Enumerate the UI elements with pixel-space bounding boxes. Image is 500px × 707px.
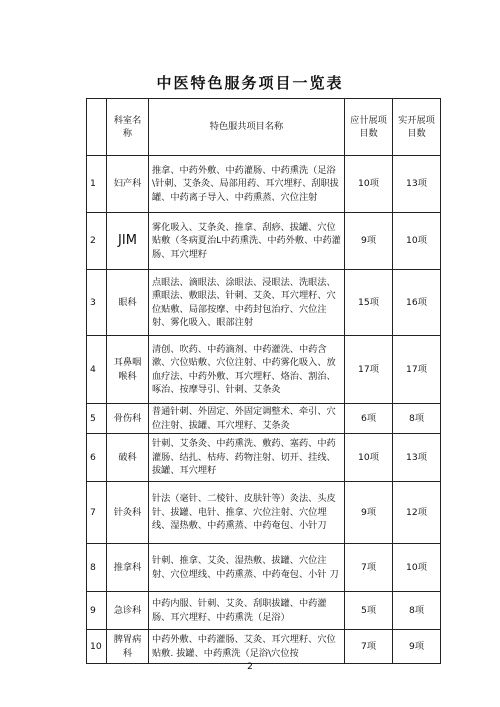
row-dept: 推拿科 bbox=[107, 544, 149, 592]
row-dept: 骨伤科 bbox=[107, 404, 149, 434]
row-planned: 9项 bbox=[345, 213, 393, 270]
header-planned: 应卄展项目数 bbox=[345, 99, 393, 156]
table-row bbox=[87, 213, 441, 270]
row-actual: 12项 bbox=[393, 482, 441, 544]
row-number: 5 bbox=[87, 404, 107, 434]
row-planned: 7项 bbox=[345, 630, 393, 664]
row-items: 雾化吸入、艾条灸、推拿、刮痧、拔罐、穴位贴敷（冬病夏治L中药熏洗、中药外敷、中药灌肠、耳穴埋籽 bbox=[149, 213, 345, 270]
row-actual: 8项 bbox=[393, 592, 441, 630]
table-row bbox=[87, 156, 441, 213]
row-planned: 15项 bbox=[345, 270, 393, 336]
header-number bbox=[87, 99, 107, 156]
header-dept: 科室名称 bbox=[107, 99, 149, 156]
row-items: 清创、吹药、中药滴剂、中药灌洗、中药含漱、穴位贴敷、穴位注射、中药雾化吸入、放血疗法、中药外敷、耳穴埋籽、烙治、割治、啄治、按摩导引、针刺、艾条灸 bbox=[149, 336, 345, 404]
row-actual: 10项 bbox=[393, 213, 441, 270]
table-row bbox=[87, 482, 441, 544]
row-dept: 妇产科 bbox=[107, 156, 149, 213]
table-row bbox=[87, 434, 441, 482]
row-actual: 9项 bbox=[393, 630, 441, 664]
row-dept: 急诊科 bbox=[107, 592, 149, 630]
row-number: 10 bbox=[87, 630, 107, 664]
row-planned: 7项 bbox=[345, 544, 393, 592]
table-header-row bbox=[87, 99, 441, 156]
row-planned: 17项 bbox=[345, 336, 393, 404]
row-number: 6 bbox=[87, 434, 107, 482]
row-number: 9 bbox=[87, 592, 107, 630]
table-row bbox=[87, 404, 441, 434]
row-items: 推拿、中药外敷、中药灌肠、中药熏洗（足浴\针刺、艾条灸、局部用药、耳穴埋籽、刮职拔罐、中药离子导入、中药熏蒸、穴位注射 bbox=[149, 156, 345, 213]
row-actual: 13项 bbox=[393, 434, 441, 482]
header-items: 特色服共项目名称 bbox=[149, 99, 345, 156]
table-row bbox=[87, 336, 441, 404]
table-row bbox=[87, 270, 441, 336]
row-number: 8 bbox=[87, 544, 107, 592]
row-actual: 8项 bbox=[393, 404, 441, 434]
row-items: 中药外敷、中药灌肠、艾灸、耳穴埋籽、穴位贴敷. 拔罐、中药熏洗（足浴\穴位按 bbox=[149, 630, 345, 664]
page-number: 2 bbox=[247, 662, 253, 672]
row-planned: 10项 bbox=[345, 434, 393, 482]
row-planned: 6项 bbox=[345, 404, 393, 434]
row-items: 针刺、推拿、艾灸、湿热敷、拔罐、穴位注射、穴位埋线、中药熏蒸、中药奄包、小针 刀 bbox=[149, 544, 345, 592]
row-dept: JIM bbox=[107, 213, 149, 270]
row-actual: 13项 bbox=[393, 156, 441, 213]
row-planned: 5项 bbox=[345, 592, 393, 630]
row-actual: 10项 bbox=[393, 544, 441, 592]
row-dept: 破科 bbox=[107, 434, 149, 482]
row-number: 1 bbox=[87, 156, 107, 213]
table-row bbox=[87, 544, 441, 592]
row-number: 7 bbox=[87, 482, 107, 544]
table-row bbox=[87, 630, 441, 664]
row-planned: 9项 bbox=[345, 482, 393, 544]
row-items: 中药内服、针刺、艾灸、刮职拔罐、中药灌肠、耳穴埋籽、中药熏洗（足浴） bbox=[149, 592, 345, 630]
page-title: 中医特色服务项目一览表 bbox=[156, 74, 344, 92]
row-items: 普通针刺、外固定、外固定调整术、牵引、穴位注射、拔罐、耳穴埋籽、艾条灸 bbox=[149, 404, 345, 434]
row-items: 针刺、艾条灸、中药熏洗、敷药、塞药、中药灌肠、结扎、枯痔、药物注射、切开、挂线、拔罐、耳穴埋籽 bbox=[149, 434, 345, 482]
row-dept: 脾胃病科 bbox=[107, 630, 149, 664]
row-number: 3 bbox=[87, 270, 107, 336]
row-actual: 17项 bbox=[393, 336, 441, 404]
row-dept: 耳鼻咽喉科 bbox=[107, 336, 149, 404]
table-row bbox=[87, 592, 441, 630]
service-table bbox=[86, 98, 441, 664]
row-planned: 10项 bbox=[345, 156, 393, 213]
row-dept: 眼科 bbox=[107, 270, 149, 336]
row-dept: 针灸科 bbox=[107, 482, 149, 544]
row-actual: 16项 bbox=[393, 270, 441, 336]
row-items: 点眼法、滴眼法、涂眼法、浸眼法、洗眼法、熏眼法、敷眼法、针刺、艾灸、耳穴埋籽、穴位贴敷、局部按摩、中药封包治疗、穴位注射、雾化吸入、眼部注射 bbox=[149, 270, 345, 336]
row-number: 2 bbox=[87, 213, 107, 270]
row-items: 针法（毫针、二棱针、皮肤针等）灸法、头皮针、拔罐、电针、推拿、穴位注射、穴位埋线、湿热敷、中药熏蒸、中药奄包、小针刀 bbox=[149, 482, 345, 544]
header-actual: 实开展项目数 bbox=[393, 99, 441, 156]
row-number: 4 bbox=[87, 336, 107, 404]
